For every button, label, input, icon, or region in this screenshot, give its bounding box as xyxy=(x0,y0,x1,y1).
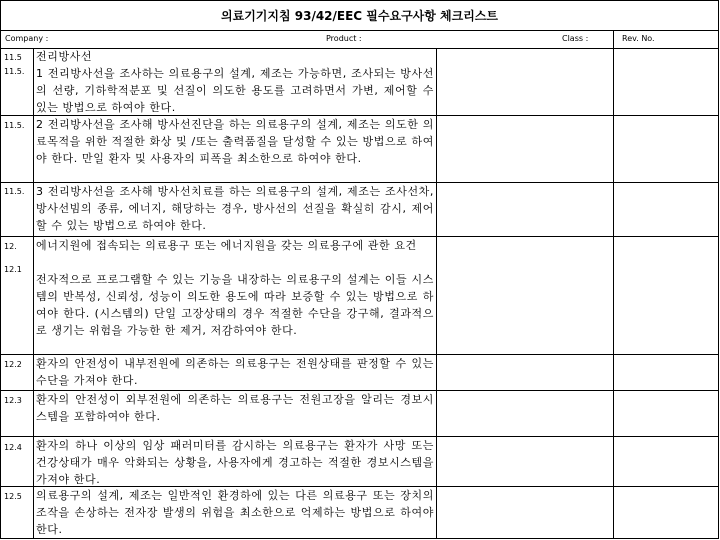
class-label: Class : xyxy=(562,34,589,43)
rev-no-label: Rev. No. xyxy=(622,34,655,43)
item-number: 11.5. xyxy=(4,121,25,130)
requirement-text: 전자적으로 프로그램할 수 있는 기능을 내장하는 의료용구의 설계는 이들 시스템의 반복성, 신뢰성, 성능이 의도한 용도에 따라 보증할 수 있는 방법으로 하여야 한다. (시스템의) 단일 고장상태의 경우 적절한 수단을 강구해, 결과적으로 생기는 위험을 가능한 한 제거, 저감하여야 한다. xyxy=(36,273,434,337)
item-number: 12.5 xyxy=(4,492,22,501)
item-number: 12.2 xyxy=(4,360,22,369)
text-column-divider xyxy=(436,48,437,539)
item-number: 11.5. xyxy=(4,187,25,196)
item-number: 11.5 xyxy=(4,53,22,62)
requirement-text: 환자의 안전성이 내부전원에 의존하는 의료용구는 전원상태를 판정할 수 있는 수단을 가져야 한다. xyxy=(36,357,434,387)
rev-column-divider xyxy=(613,30,614,539)
requirement-heading: 전리방사선 xyxy=(36,50,93,63)
requirement-heading: 에너지원에 접속되는 의료용구 또는 에너지원을 갖는 의료용구에 관한 요건 xyxy=(36,239,417,252)
item-number: 12.3 xyxy=(4,396,22,405)
item-number: 12.1 xyxy=(4,265,22,274)
number-column-divider xyxy=(33,48,34,539)
company-label: Company : xyxy=(5,30,48,49)
requirement-text: 1 전리방사선을 조사하는 의료용구의 설계, 제조는 가능하면, 조사되는 방사선의 선량, 기하학적분포 및 선질이 의도한 용도를 고려하면서 가변, 제어할 수 있는 방법으로 하여야 한다. xyxy=(36,67,434,114)
item-number: 11.5. xyxy=(4,67,25,76)
item-number: 12. xyxy=(4,242,17,251)
product-label: Product : xyxy=(326,34,362,43)
item-number: 12.4 xyxy=(4,443,22,452)
page-title: 의료기기지침 93/42/EEC 필수요구사항 체크리스트 xyxy=(0,0,719,31)
requirement-text: 의료용구의 설계, 제조는 일반적인 환경하에 있는 다른 의료용구 또는 장치의 조작을 손상하는 전자장 발생의 위험을 최소한으로 억제하는 방법으로 하여야 한다. xyxy=(36,489,434,536)
requirement-text: 2 전리방사선을 조사해 방사선진단을 하는 의료용구의 설계, 제조는 의도한 의료목적을 위한 적절한 화상 및 /또는 출력품질을 달성할 수 있는 방법으로 하여야 한다. 만일 환자 및 사용자의 피폭을 최소한으로 하여야 한다. xyxy=(36,118,434,165)
requirement-text: 환자의 안전성이 외부전원에 의존하는 의료용구는 전원고장을 알리는 경보시스템을 포함하여야 한다. xyxy=(36,393,434,423)
requirement-text: 3 전리방사선을 조사해 방사선치료를 하는 의료용구의 설계, 제조는 조사선차, 방사선빔의 종류, 에너지, 해당하는 경우, 방사선의 선질을 확실히 감시, 제어할 수 있는 방법으로 하여야 한다. xyxy=(36,185,434,232)
requirement-text: 환자의 하나 이상의 임상 패러미터를 감시하는 의료용구는 환자가 사망 또는 건강상태가 매우 악화되는 상황을, 사용자에게 경고하는 적절한 경보시스템을 가져야 한다. xyxy=(36,439,434,486)
